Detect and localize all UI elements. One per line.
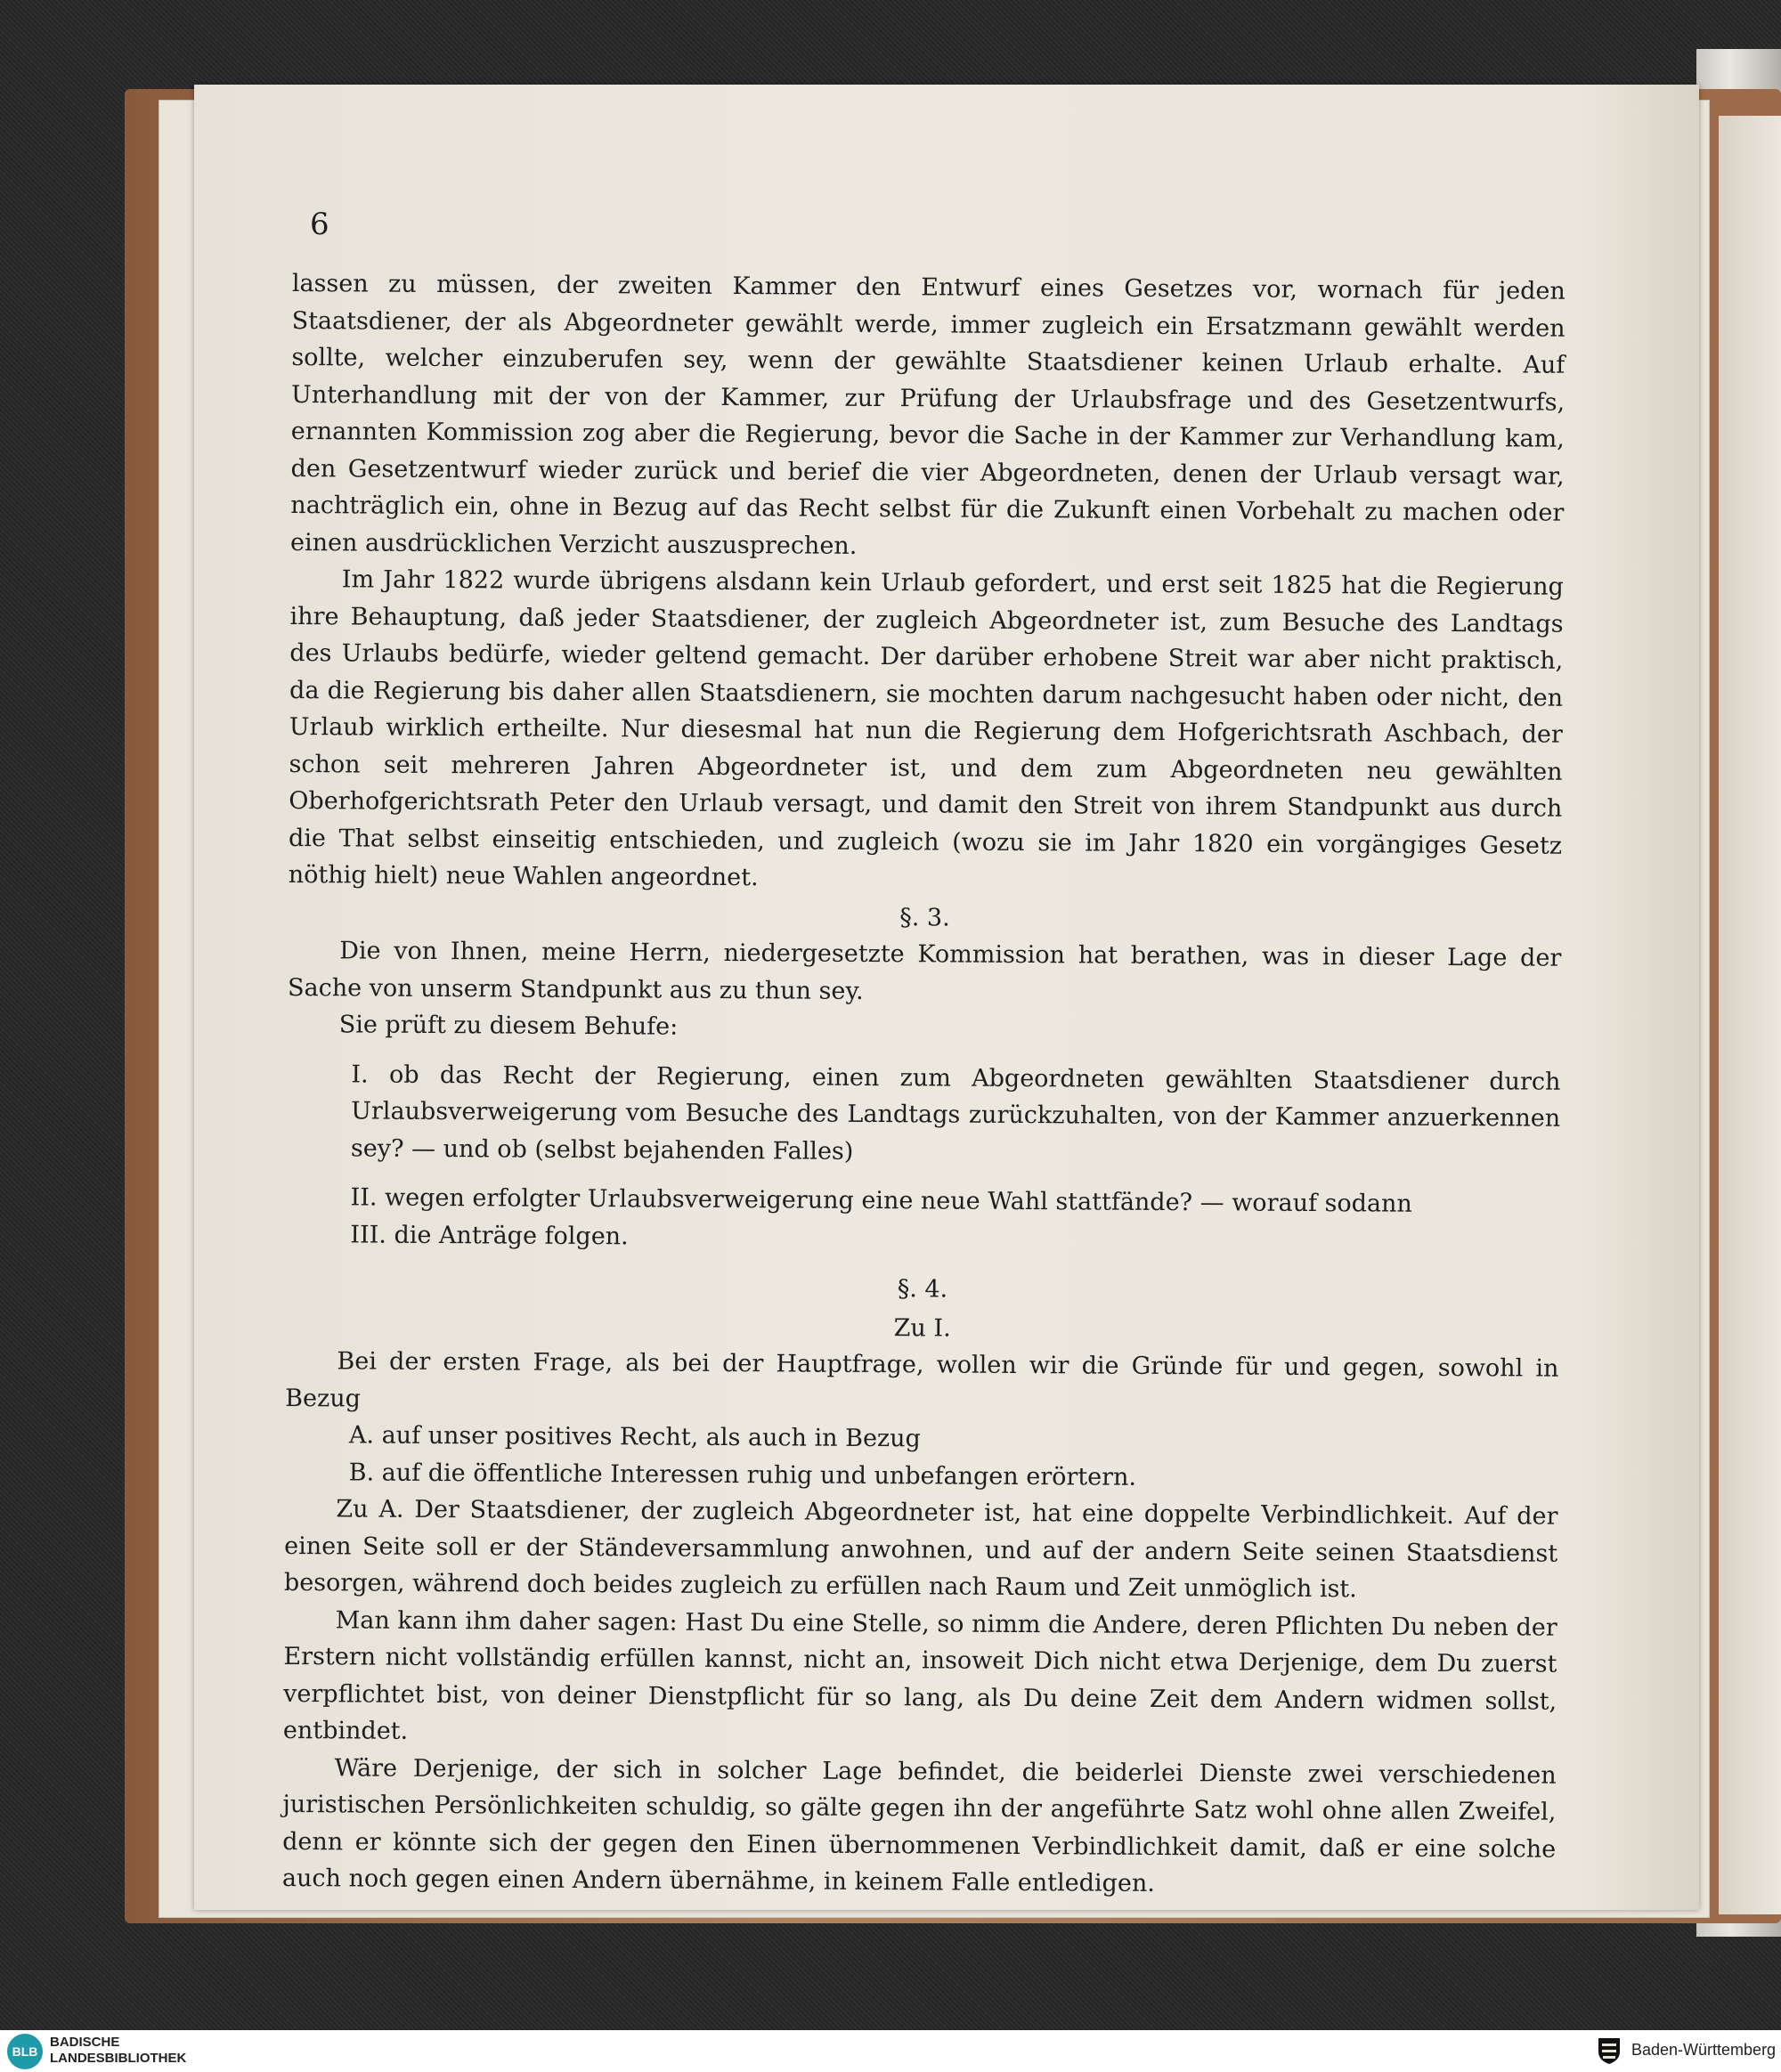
list-item: B. auf die öffentliche Interessen ruhig und unbefangen erörtern. <box>348 1458 1137 1491</box>
blb-logo-icon[interactable]: BLB <box>7 2034 43 2069</box>
state-name[interactable]: Baden-Württemberg <box>1631 2041 1777 2059</box>
page-body <box>282 265 1565 1905</box>
list-item: III. die Anträge folgen. <box>350 1220 629 1250</box>
section-heading: §. 3. <box>899 903 950 932</box>
subsection-heading: Zu I. <box>893 1313 951 1343</box>
paragraph: Die von Ihnen, meine Herrn, niedergesetzte Kommission hat berathen, was in dieser Lage der Sache von unserm Standpunkt aus zu thun sey. <box>287 937 1562 1005</box>
section-heading: §. 4. <box>897 1275 948 1304</box>
list-item: I. ob das Recht der Regierung, einen zum Abgeordneten gewählten Staatsdiener durch Urlaubsverweigerung vom Besuche des Landtags zurückzuhalten, von der Kammer anzuerkennen sey? — und ob (selbst bejahenden Falles) <box>350 1060 1561 1166</box>
list-item: A. auf unser positives Recht, als auch in Bezug <box>348 1421 921 1453</box>
paragraph: Im Jahr 1822 wurde übrigens alsdann kein Urlaub gefordert, und erst seit 1825 hat die Regierung ihre Behauptung, daß jeder Staatsdiener, der zugleich Abgeordneter ist, zum Besuche des Landtags des Urlaubs bedürfe, wieder geltend gemacht. Der darüber erhobene Streit war aber nicht praktisch, da die Regierung bis daher allen Staatsdienern, sie mochten darum nachgesucht haben oder nicht, den Urlaub wirklich ertheilte. Nur diesesmal hat nun die Regierung dem Hofgerichtsrath Aschbach, der schon seit mehreren Jahren Abgeordneter ist, und dem zum Abgeordneten neu gewählten Oberhofgerichtsrath Peter den Urlaub versagt, und damit den Streit von ihrem Standpunkt aus durch die That selbst einseitig entschieden, und zugleich (wozu sie im Jahr 1820 ein vorgängiges Gesetz nöthig hielt) neue Wahlen angeordnet. <box>288 565 1564 892</box>
paragraph: Zu A. Der Staatsdiener, der zugleich Abgeordneter ist, hat eine doppelte Verbindlichkeit. Auf der einen Seite soll er der Ständeversammlung anwohnen, und auf der andern Seite seinen Staatsdienst besorgen, während doch beides zugleich zu erfüllen nach Raum und Zeit unmöglich ist. <box>283 1495 1558 1604</box>
page-number: 6 <box>310 207 329 242</box>
paragraph: Bei der ersten Frage, als bei der Hauptfrage, wollen wir die Gründe für und gegen, sowohl in Bezug <box>285 1347 1559 1412</box>
library-name[interactable]: BADISCHE LANDESBIBLIOTHEK <box>50 2035 187 2066</box>
list-item: II. wegen erfolgter Urlaubsverweigerung eine neue Wahl stattfände? — worauf sodann <box>350 1183 1412 1218</box>
viewer-footer <box>0 2030 1781 2072</box>
paragraph: Sie prüft zu diesem Behufe: <box>338 1011 679 1041</box>
facing-page-edge <box>1719 116 1781 1914</box>
paragraph: Wäre Derjenige, der sich in solcher Lage befindet, die beiderlei Dienste zwei verschiedenen juristischen Persönlichkeiten schuldig, so gälte gegen ihn der angeführte Satz wohl ohne allen Zweifel, denn er könnte sich der gegen den Einen übernommenen Verbindlichkeit damit, daß er eine solche auch noch gegen einen Andern übernähme, in keinem Falle entledigen. <box>281 1753 1557 1897</box>
paragraph: lassen zu müssen, der zweiten Kammer den Entwurf eines Gesetzes vor, wornach für jeden Staatsdiener, der als Abgeordneter gewählt werde, immer zugleich ein Ersatzmann gewählt werden sollte, welcher einzuberufen sey, wenn der gewählte Staatsdiener keinen Urlaub erhalte. Auf Unterhandlung mit der von der Kammer, zur Prüfung der Urlaubsfrage und des Gesetzentwurfs, ernannten Kommission zog aber die Regierung, bevor die Sache in der Kammer zur Verhandlung kam, den Gesetzentwurf wieder zurück und berief die vier Abgeordneten, denen der Urlaub versagt war, nachträglich ein, ohne in Bezug auf das Recht selbst für die Zukunft einen Vorbehalt zu machen oder einen ausdrücklichen Verzicht auszusprechen. <box>290 269 1565 560</box>
baden-wuerttemberg-crest-icon <box>1596 2035 1622 2066</box>
paragraph: Man kann ihm daher sagen: Hast Du eine Stelle, so nimm die Andere, deren Pflichten Du neben der Erstern nicht vollständig erfüllen kannst, nicht an, insoweit Dich nicht etwa Derjenige, dem Du zuerst verpflichtet bist, von deiner Dienstpflicht für so lang, als Du deine Zeit dem Andern widmen sollst, entbindet. <box>282 1605 1557 1745</box>
